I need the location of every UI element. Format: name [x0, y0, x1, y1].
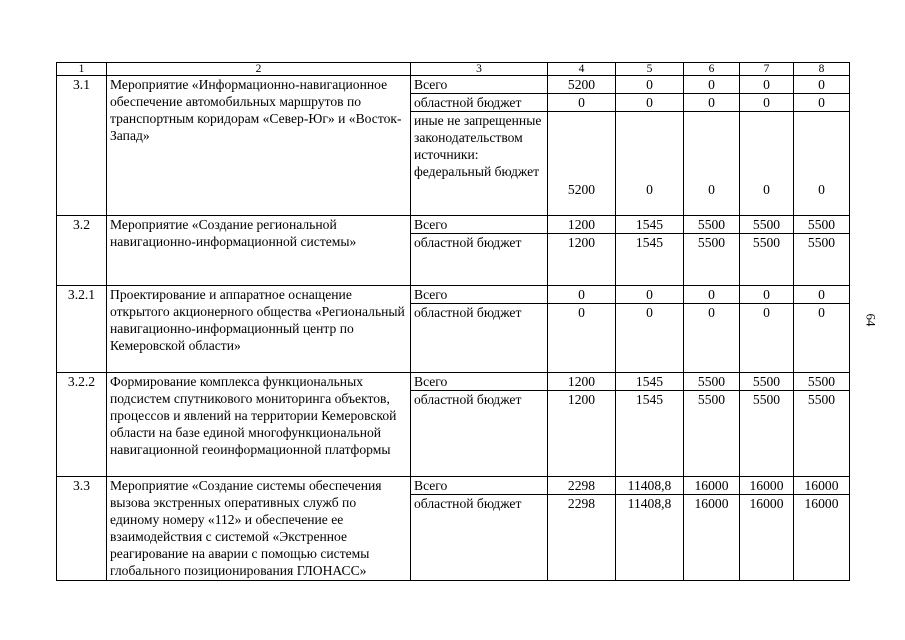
- row-number: 3.1: [57, 76, 107, 216]
- value-cell: 5500: [684, 216, 740, 234]
- row-number: 3.2.1: [57, 286, 107, 373]
- value-cell: 0: [740, 94, 794, 112]
- source-label: Всего: [411, 477, 548, 495]
- value-cell: 0: [794, 304, 850, 373]
- value-cell: 0: [740, 304, 794, 373]
- value-cell: 0: [684, 286, 740, 304]
- value-cell: 5500: [794, 373, 850, 391]
- value-cell: 5500: [684, 234, 740, 286]
- header-cell: 8: [794, 63, 850, 76]
- budget-table: [56, 62, 850, 581]
- value-cell: 16000: [740, 477, 794, 495]
- row-title: Формирование комплекса функциональных подсистем спутникового мониторинга объектов, процессов и явлений на территории Кемеровской области на базе единой многофункциональной навигационной геоинформационной платформы: [107, 373, 411, 477]
- table-row: [57, 216, 850, 234]
- header-cell: 6: [684, 63, 740, 76]
- value-cell: 0: [548, 304, 616, 373]
- value-cell: 0: [740, 286, 794, 304]
- value-cell: 11408,8: [616, 477, 684, 495]
- value-cell: 1200: [548, 373, 616, 391]
- source-label: областной бюджет: [411, 304, 548, 373]
- header-row: [57, 63, 850, 76]
- value-cell: 5500: [684, 373, 740, 391]
- value-cell: 16000: [684, 495, 740, 581]
- row-number: 3.2: [57, 216, 107, 286]
- value-cell: 0: [616, 112, 684, 216]
- header-cell: 3: [411, 63, 548, 76]
- table-row: [57, 76, 850, 94]
- source-label: иные не запрещенные законодательством источники: федеральный бюджет: [411, 112, 548, 216]
- value-cell: 0: [616, 304, 684, 373]
- header-cell: 1: [57, 63, 107, 76]
- value-cell: 0: [616, 94, 684, 112]
- value-cell: 0: [740, 112, 794, 216]
- value-cell: 16000: [794, 477, 850, 495]
- value-cell: 0: [794, 286, 850, 304]
- value-cell: 1545: [616, 216, 684, 234]
- value-cell: 0: [684, 76, 740, 94]
- value-cell: 5500: [794, 391, 850, 477]
- value-cell: 0: [616, 76, 684, 94]
- value-cell: 5500: [794, 216, 850, 234]
- value-cell: 0: [794, 94, 850, 112]
- value-cell: 2298: [548, 495, 616, 581]
- document-page: [56, 62, 849, 581]
- value-cell: 1200: [548, 234, 616, 286]
- value-cell: 5500: [740, 391, 794, 477]
- row-title: Мероприятие «Создание региональной навигационно-информационной системы»: [107, 216, 411, 286]
- value-cell: 16000: [740, 495, 794, 581]
- header-cell: 2: [107, 63, 411, 76]
- table-row: [57, 286, 850, 304]
- source-label: областной бюджет: [411, 94, 548, 112]
- value-cell: 1200: [548, 391, 616, 477]
- source-label: Всего: [411, 286, 548, 304]
- table-row: [57, 477, 850, 495]
- value-cell: 1545: [616, 373, 684, 391]
- source-label: областной бюджет: [411, 495, 548, 581]
- value-cell: 1545: [616, 391, 684, 477]
- source-label: Всего: [411, 76, 548, 94]
- header-cell: 7: [740, 63, 794, 76]
- source-label: Всего: [411, 216, 548, 234]
- value-cell: 5500: [740, 373, 794, 391]
- row-number: 3.2.2: [57, 373, 107, 477]
- value-cell: 0: [548, 94, 616, 112]
- value-cell: 11408,8: [616, 495, 684, 581]
- value-cell: 16000: [794, 495, 850, 581]
- value-cell: 5200: [548, 112, 616, 216]
- value-cell: 5500: [794, 234, 850, 286]
- value-cell: 1545: [616, 234, 684, 286]
- value-cell: 5500: [740, 234, 794, 286]
- value-cell: 0: [616, 286, 684, 304]
- value-cell: 0: [740, 76, 794, 94]
- row-number: 3.3: [57, 477, 107, 581]
- header-cell: 4: [548, 63, 616, 76]
- value-cell: 16000: [684, 477, 740, 495]
- value-cell: 5500: [684, 391, 740, 477]
- value-cell: 0: [548, 286, 616, 304]
- source-label: областной бюджет: [411, 391, 548, 477]
- value-cell: 5500: [740, 216, 794, 234]
- table-row: [57, 373, 850, 391]
- row-title: Проектирование и аппаратное оснащение открытого акционерного общества «Региональный навигационно-информационный центр по Кемеровской области»: [107, 286, 411, 373]
- value-cell: 0: [794, 76, 850, 94]
- value-cell: 0: [684, 112, 740, 216]
- value-cell: 5200: [548, 76, 616, 94]
- value-cell: 0: [684, 94, 740, 112]
- row-title: Мероприятие «Создание системы обеспечения вызова экстренных оперативных служб по единому номеру «112» и обеспечение ее взаимодействия с системой «Экстренное реагирование на аварии с помощью системы глобального позиционирования ГЛОНАСС»: [107, 477, 411, 581]
- value-cell: 0: [794, 112, 850, 216]
- value-cell: 1200: [548, 216, 616, 234]
- row-title: Мероприятие «Информационно-навигационное обеспечение автомобильных маршрутов по транспортным коридорам «Север-Юг» и «Восток-Запад»: [107, 76, 411, 216]
- header-cell: 5: [616, 63, 684, 76]
- page-number: 64: [863, 313, 879, 327]
- source-label: областной бюджет: [411, 234, 548, 286]
- value-cell: 2298: [548, 477, 616, 495]
- source-label: Всего: [411, 373, 548, 391]
- value-cell: 0: [684, 304, 740, 373]
